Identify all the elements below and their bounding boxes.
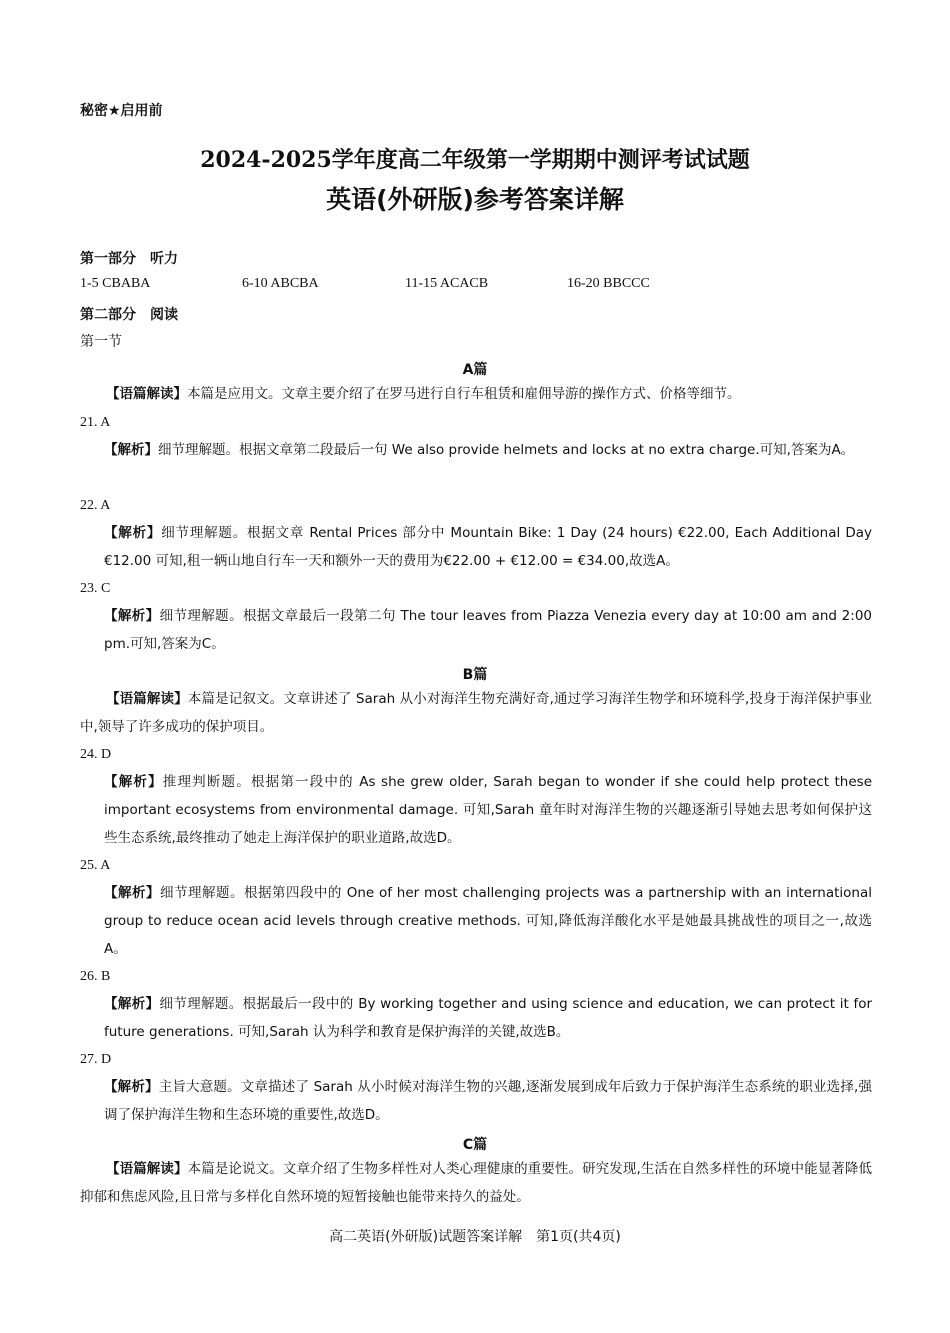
confidential-label: 秘密★启用前 — [80, 103, 163, 119]
question-number: 24. D — [80, 747, 112, 762]
document-subtitle: 英语(外研版)参考答案详解 — [326, 185, 624, 214]
question-explanation — [104, 602, 872, 658]
analysis-tag: 【解析】 — [104, 608, 160, 624]
question-number: 22. A — [80, 498, 111, 513]
section-label: 第一节 — [80, 334, 122, 350]
analysis-tag: 【解析】 — [104, 1079, 159, 1095]
intro-tag: 【语篇解读】 — [106, 386, 187, 402]
analysis-tag: 【解析】 — [104, 996, 160, 1012]
question-explanation — [104, 768, 872, 852]
passage-a-title: A篇 — [462, 362, 488, 378]
question-number: 23. C — [80, 581, 111, 596]
question-explanation — [104, 990, 872, 1046]
passage-c-intro — [80, 1155, 872, 1211]
exam-title: 2024-2025学年度高二年级第一学期期中测评考试试题 — [200, 147, 750, 173]
analysis-text: 细节理解题。根据文章最后一段第二句 The tour leaves from Piazza Venezia every day at 10:00 am and 2:00 pm.可知,答案为C。 — [104, 608, 873, 652]
intro-text: 本篇是应用文。文章主要介绍了在罗马进行自行车租赁和雇佣导游的操作方式、价格等细节。 — [187, 386, 741, 402]
analysis-text: 细节理解题。根据文章 Rental Prices 部分中 Mountain Bike: 1 Day (24 hours) €22.00, Each Additional Day €12.00 可知,租一辆山地自行车一天和额外一天的费用为€22.00 + €12.00 = €34.00,故选A。 — [104, 525, 873, 569]
answer-group: 16-20 BBCCC — [567, 276, 650, 291]
passage-b-intro — [80, 685, 872, 741]
intro-tag: 【语篇解读】 — [106, 691, 188, 707]
question-explanation — [104, 879, 872, 963]
passage-a-intro — [80, 380, 872, 408]
passage-c-title: C篇 — [462, 1137, 488, 1153]
intro-text: 本篇是记叙文。文章讲述了 Sarah 从小对海洋生物充满好奇,通过学习海洋生物学和环境科学,投身于海洋保护事业中,领导了许多成功的保护项目。 — [80, 691, 873, 735]
analysis-text: 细节理解题。根据文章第二段最后一句 We also provide helmets and locks at no extra charge.可知,答案为A。 — [158, 442, 855, 458]
analysis-text: 细节理解题。根据第四段中的 One of her most challenging projects was a partnership with an international group to reduce ocean acid levels through creative methods. 可知,降低海洋酸化水平是她最具挑战性的项目之一,故选A。 — [104, 885, 872, 957]
question-number: 26. B — [80, 969, 111, 984]
analysis-tag: 【解析】 — [104, 774, 163, 790]
answer-group: 11-15 ACACB — [405, 276, 489, 291]
listening-answers — [80, 276, 840, 296]
page-footer: 高二英语(外研版)试题答案详解 第1页(共4页) — [329, 1229, 621, 1245]
analysis-tag: 【解析】 — [104, 525, 162, 541]
analysis-text: 细节理解题。根据最后一段中的 By working together and using science and education, we can protect it for future generations. 可知,Sarah 认为科学和教育是保护海洋的关键,故选B。 — [104, 996, 873, 1040]
analysis-tag: 【解析】 — [104, 442, 158, 458]
answer-group: 1-5 CBABA — [80, 276, 151, 291]
question-number: 21. A — [80, 415, 111, 430]
part1-heading: 第一部分 听力 — [80, 251, 178, 267]
question-number: 27. D — [80, 1052, 112, 1067]
answer-group: 6-10 ABCBA — [242, 276, 319, 291]
question-number: 25. A — [80, 858, 111, 873]
question-explanation — [104, 519, 872, 575]
analysis-text: 推理判断题。根据第一段中的 As she grew older, Sarah began to wonder if she could help protect these important ecosystems from environmental damage. 可知,Sarah 童年时对海洋生物的兴趣逐渐引导她去思考如何保护这些生态系统,最终推动了她走上海洋保护的职业道路,故选D。 — [104, 774, 873, 846]
intro-tag: 【语篇解读】 — [106, 1161, 188, 1177]
part2-heading: 第二部分 阅读 — [80, 307, 178, 323]
analysis-text: 主旨大意题。文章描述了 Sarah 从小时候对海洋生物的兴趣,逐渐发展到成年后致力于保护海洋生态系统的职业选择,强调了保护海洋生物和生态环境的重要性,故选D。 — [104, 1079, 872, 1123]
question-explanation — [104, 436, 872, 464]
intro-text: 本篇是论说文。文章介绍了生物多样性对人类心理健康的重要性。研究发现,生活在自然多样性的环境中能显著降低抑郁和焦虑风险,且日常与多样化自然环境的短暂接触也能带来持久的益处。 — [80, 1161, 873, 1205]
passage-b-title: B篇 — [462, 667, 488, 683]
analysis-tag: 【解析】 — [104, 885, 160, 901]
question-explanation — [104, 1073, 872, 1129]
